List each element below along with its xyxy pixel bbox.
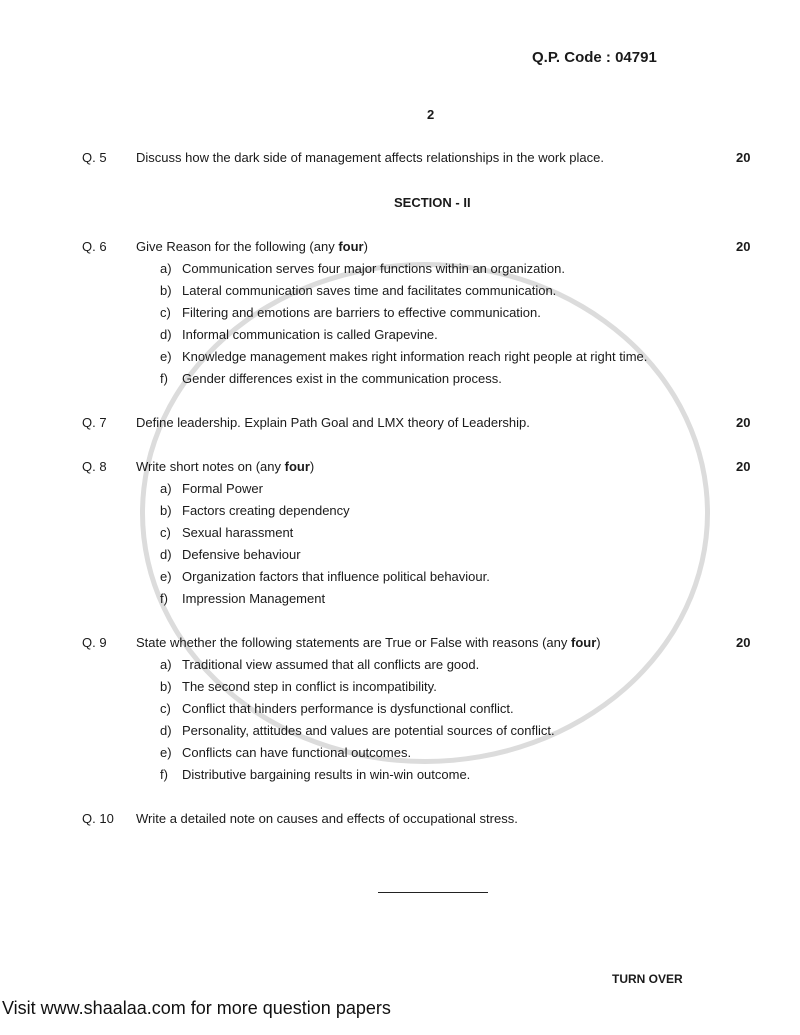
question-text-main: Give Reason for the following (any [136,239,339,254]
item-letter: b) [160,503,172,518]
question-text [136,415,530,431]
question-text: Discuss how the dark side of management affects relationships in the work place. [136,150,604,165]
question-text-emphasis: four [284,459,310,474]
question-number: Q. 6 [82,239,107,254]
item-text: Communication serves four major functions within an organization. [182,261,565,276]
item-letter: b) [160,679,172,694]
question-marks: 20 [736,459,751,474]
item-text: Conflicts can have functional outcomes. [182,745,412,760]
question-number: Q. 9 [82,635,107,650]
item-text: Distributive bargaining results in win-win outcome. [182,767,471,782]
turn-over: TURN OVER [612,972,683,986]
qp-code: Q.P. Code : 04791 [532,49,657,66]
item-letter: e) [160,745,172,760]
item-text: Informal communication is called Grapevine. [182,327,438,342]
question-text [136,459,314,475]
question-text-close: ) [596,635,601,650]
question-marks: 20 [736,635,751,650]
question-number: Q. 10 [82,811,114,826]
item-text: Factors creating dependency [182,503,350,518]
question-text-emphasis: four [571,635,597,650]
item-letter: c) [160,701,171,716]
question-text [136,635,601,651]
item-letter: d) [160,723,172,738]
item-letter: e) [160,569,172,584]
item-text: Traditional view assumed that all conflicts are good. [182,657,480,672]
question-marks: 20 [736,415,751,430]
question-text-main: Define leadership. Explain Path Goal and LMX theory of Leadership. [136,415,530,430]
item-letter: f) [160,767,168,782]
item-letter: f) [160,591,168,606]
item-letter: d) [160,547,172,562]
question-marks: 20 [736,150,751,165]
end-rule [378,892,488,893]
item-letter: f) [160,371,168,386]
item-text: Filtering and emotions are barriers to effective communication. [182,305,541,320]
item-text: Gender differences exist in the communication process. [182,371,502,386]
item-letter: c) [160,305,171,320]
question-number: Q. 5 [82,150,107,165]
item-letter: b) [160,283,172,298]
item-text: Knowledge management makes right information reach right people at right time. [182,349,648,364]
question-text-emphasis: four [338,239,364,254]
item-letter: e) [160,349,172,364]
item-text: The second step in conflict is incompatibility. [182,679,437,694]
question-number: Q. 7 [82,415,107,430]
question-text-main: Write short notes on (any [136,459,285,474]
section-title: SECTION - II [394,195,471,210]
item-letter: a) [160,657,172,672]
question-number: Q. 8 [82,459,107,474]
item-letter: a) [160,481,172,496]
footer-text: Visit www.shaalaa.com for more question papers [2,998,391,1018]
item-text: Defensive behaviour [182,547,301,562]
question-text-close: ) [309,459,315,474]
item-text: Conflict that hinders performance is dysfunctional conflict. [182,701,514,716]
item-letter: a) [160,261,172,276]
question-marks: 20 [736,239,751,254]
item-text: Lateral communication saves time and facilitates communication. [182,283,557,298]
item-letter: c) [160,525,171,540]
question-text-main: State whether the following statements are True or False with reasons (any [136,635,571,650]
item-letter: d) [160,327,172,342]
question-text-close: ) [363,239,368,254]
question-text: Write a detailed note on causes and effects of occupational stress. [136,811,518,826]
page-number: 2 [427,107,435,122]
item-text: Personality, attitudes and values are potential sources of conflict. [182,723,555,738]
item-text: Sexual harassment [182,525,294,540]
item-text: Organization factors that influence political behaviour. [182,569,490,584]
item-text: Formal Power [182,481,263,496]
question-text [136,239,368,255]
item-text: Impression Management [182,591,326,606]
